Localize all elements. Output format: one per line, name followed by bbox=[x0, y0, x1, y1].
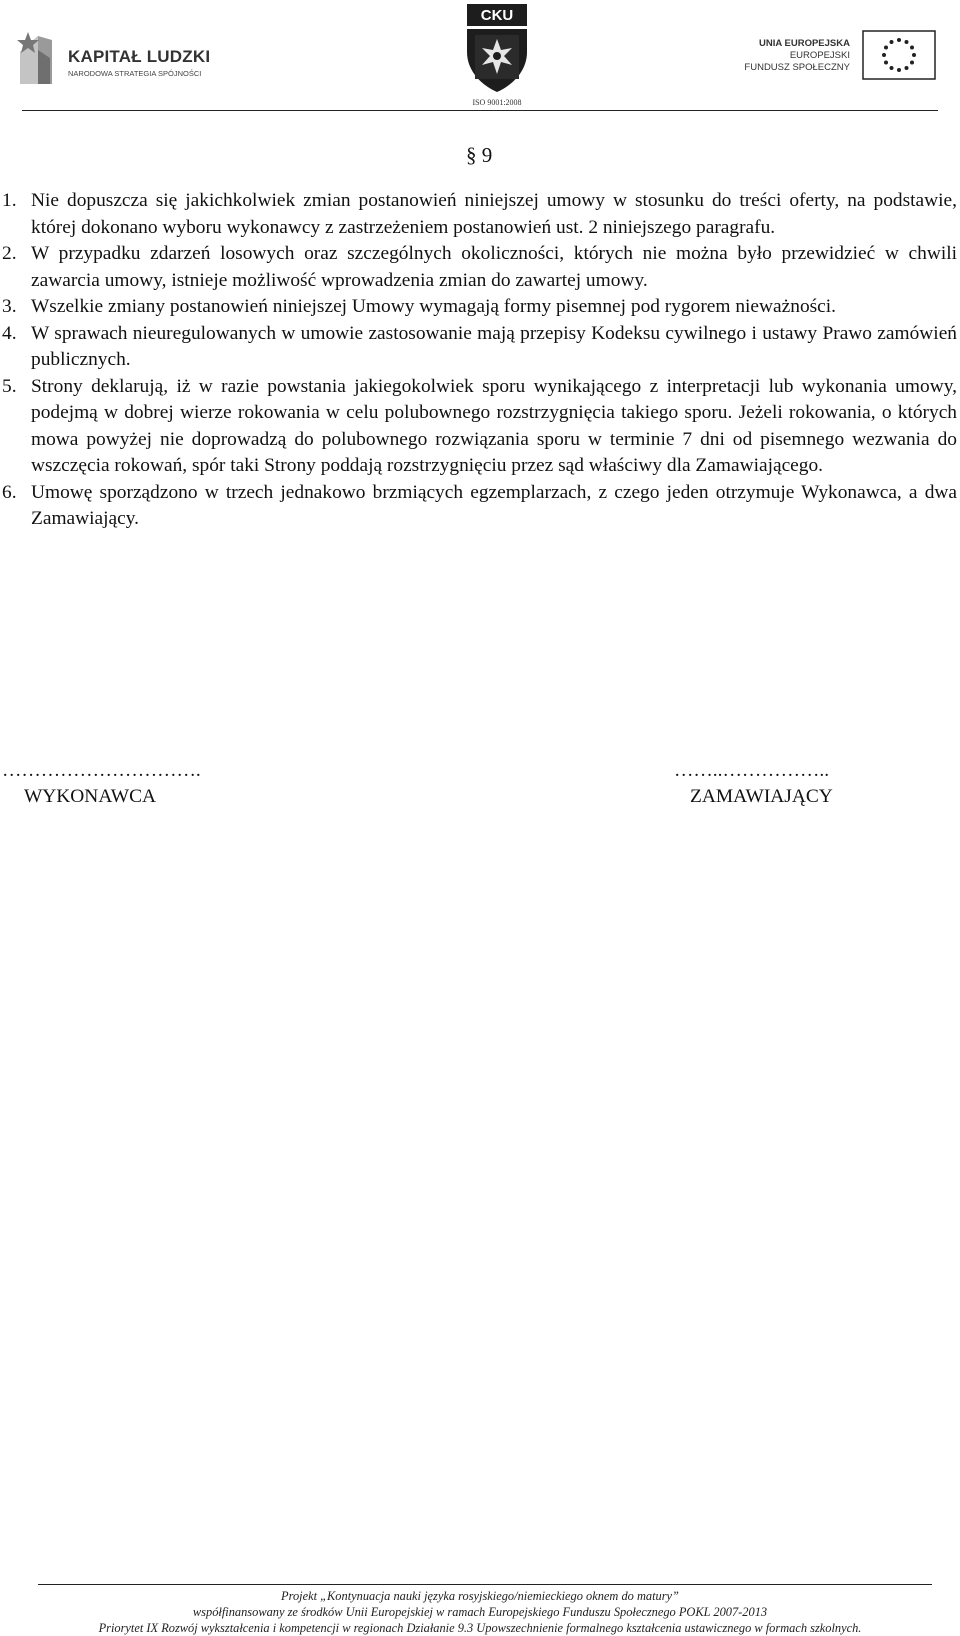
point-text: Strony deklarują, iż w razie powstania jakiegokolwiek sporu wynikającego z interpretacji lub wykonania umowy, podejmą w dobrej wierze rokowania w celu polubownego rozstrzygnięcia takiego sporu. Jeżeli rokowania, o których mowa powyżej nie doprowadzą do polubownego rozwiązania sporu w terminie 7 dni od pisemnego wezwania do wszczęcia rokowań, spór taki Strony poddają rozstrzygnięciu przez sąd właściwy dla Zamawiającego. bbox=[31, 375, 957, 476]
kapital-ludzki-subtitle: NARODOWA STRATEGIA SPÓJNOŚCI bbox=[68, 69, 202, 78]
cku-shield-letters: CKU bbox=[480, 7, 514, 24]
footer-line-3: Priorytet IX Rozwój wykształcenia i kompetencji w regionach Działanie 9.3 Upowszechnienie formalnego kształcenia ustawicznego w formach szkolnych. bbox=[98, 1621, 862, 1635]
point-text: W sprawach nieuregulowanych w umowie zastosowanie mają przepisy Kodeksu cywilnego i ustawy Prawo zamówień publicznych. bbox=[31, 322, 957, 370]
eu-logo-text bbox=[744, 38, 850, 74]
ordering-party-label: ZAMAWIAJĄCY bbox=[690, 786, 833, 807]
page-footer bbox=[0, 1588, 960, 1636]
footer-line-1: Projekt „Kontynuacja nauki języka rosyjskiego/niemieckiego oknem do matury” bbox=[281, 1589, 679, 1603]
kapital-ludzki-title: KAPITAŁ LUDZKI bbox=[68, 47, 211, 66]
footer-divider bbox=[38, 1584, 932, 1585]
point-number: 5. bbox=[2, 375, 17, 397]
list-item bbox=[0, 374, 957, 480]
eu-logo bbox=[744, 30, 942, 82]
contractor-signature-line: …………………………. bbox=[2, 760, 201, 781]
point-number: 2. bbox=[2, 243, 17, 264]
eu-flag-icon bbox=[862, 30, 936, 80]
point-number: 3. bbox=[2, 296, 17, 317]
list-item bbox=[0, 480, 957, 533]
footer-line-2: współfinansowany ze środków Unii Europejskiej w ramach Europejskiego Funduszu Społecznego POKL 2007-2013 bbox=[192, 1605, 768, 1619]
eu-line-1: UNIA EUROPEJSKA bbox=[759, 38, 850, 49]
kapital-ludzki-mark-icon bbox=[16, 30, 56, 88]
list-item bbox=[0, 188, 957, 241]
contractor-label: WYKONAWCA bbox=[24, 786, 157, 807]
header-divider bbox=[22, 110, 938, 111]
eu-line-2: EUROPEJSKI bbox=[789, 50, 850, 61]
point-number: 4. bbox=[2, 322, 17, 344]
page-header bbox=[0, 0, 960, 112]
point-text: W przypadku zdarzeń losowych oraz szczególnych okoliczności, których nie można było przewidzieć w chwili zawarcia umowy, istnieje możliwość wprowadzenia zmian do zawartej umowy. bbox=[31, 243, 957, 291]
point-text: Wszelkie zmiany postanowień niniejszej Umowy wymagają formy pisemnej pod rygorem nieważności. bbox=[31, 296, 837, 317]
point-number: 1. bbox=[2, 190, 17, 211]
document-body bbox=[0, 188, 960, 533]
cku-shield-icon bbox=[465, 2, 529, 94]
point-text: Umowę sporządzono w trzech jednakowo brzmiących egzemplarzach, z czego jeden otrzymuje Wykonawca, a dwa Zamawiający. bbox=[31, 481, 957, 529]
section-heading: § 9 bbox=[466, 143, 493, 167]
point-list bbox=[0, 188, 960, 533]
list-item bbox=[0, 241, 957, 294]
iso-caption: ISO 9001:2008 bbox=[472, 98, 522, 107]
eu-line-3: FUNDUSZ SPOŁECZNY bbox=[744, 62, 850, 73]
list-item bbox=[0, 294, 957, 321]
ordering-party-signature-line: ……..…………….. bbox=[674, 760, 830, 781]
list-item bbox=[0, 321, 957, 374]
kapital-ludzki-logo bbox=[16, 30, 211, 90]
point-text: Nie dopuszcza się jakichkolwiek zmian postanowień niniejszej umowy w stosunku do treści oferty, na podstawie, której dokonano wyboru wykonawcy z zastrzeżeniem postanowień ust. 2 niniejszego paragrafu. bbox=[31, 190, 957, 238]
cku-logo bbox=[462, 2, 532, 108]
point-number: 6. bbox=[2, 481, 17, 503]
